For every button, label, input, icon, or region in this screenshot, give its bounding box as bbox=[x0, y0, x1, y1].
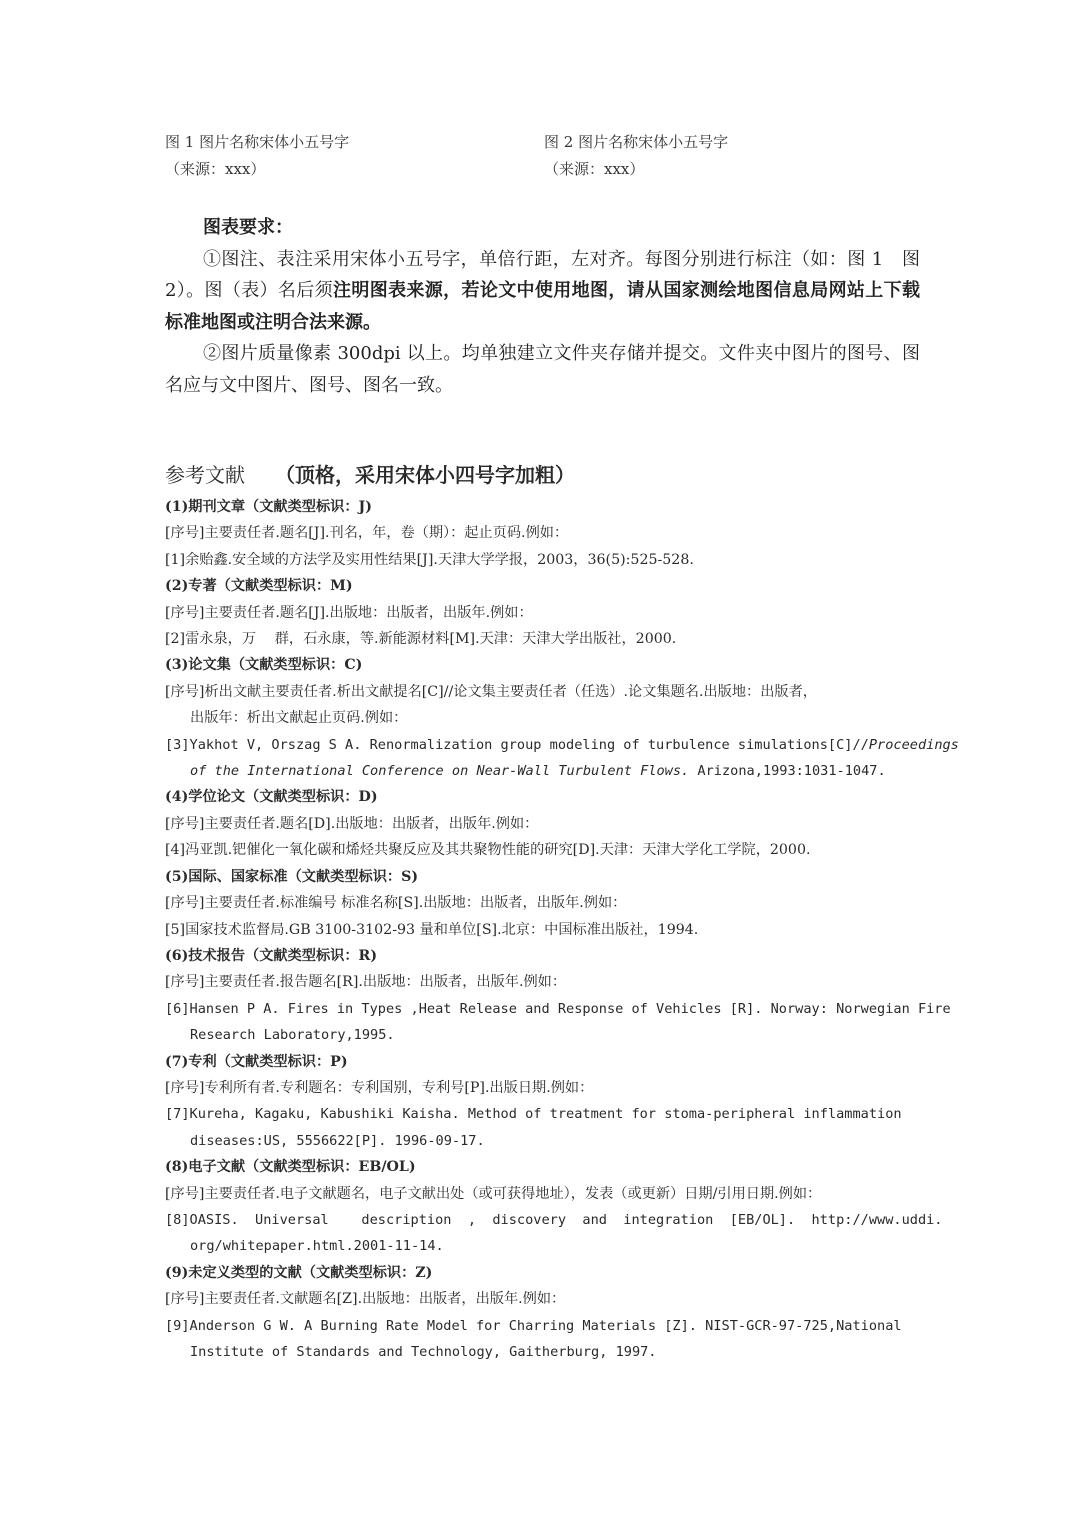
ref-category-report: (6)技术报告（文献类型标识：R) bbox=[165, 947, 378, 964]
ref-format-electronic: [序号]主要责任者.电子文献题名，电子文献出处（或可获得地址），发表（或更新）日期/引用日期.例如： bbox=[165, 1185, 822, 1202]
ref-category-monograph: (2)专著（文献类型标识：M) bbox=[165, 578, 353, 595]
ref-format-report: [序号]主要责任者.报告题名[R].出版地：出版者，出版年.例如： bbox=[165, 974, 567, 991]
requirements-title: 图表要求： bbox=[203, 217, 293, 238]
requirement-1-emphasis: 注明图表来源，若论文中使用地图，请从国家测绘地图信息局网站上下载标准地图或注明合法来源。 bbox=[165, 280, 920, 333]
figure-2-title: 图 2 图片名称宋体小五号字 bbox=[544, 133, 729, 151]
ref-category-patent: (7)专利（文献类型标识：P) bbox=[165, 1053, 348, 1070]
ref-example-other: [9]Anderson G W. A Burning Rate Model for Charring Materials [Z]. NIST-GCR-97-725,National bbox=[165, 1317, 902, 1334]
references-section bbox=[165, 458, 959, 1365]
ref-format-journal: [序号]主要责任者.题名[J].刊名，年，卷（期）：起止页码.例如： bbox=[165, 525, 569, 542]
figure-2-caption bbox=[544, 129, 728, 183]
ref-example-patent: [7]Kureha, Kagaku, Kabushiki Kaisha. Method of treatment for stoma-peripheral inflammation bbox=[165, 1106, 902, 1123]
figure-1-title: 图 1 图片名称宋体小五号字 bbox=[165, 133, 350, 151]
ref-example-monograph: [2]雷永泉，万 群，石永康，等.新能源材料[M].天津：天津大学出版社，2000. bbox=[165, 631, 677, 648]
ref-category-standard: (5)国际、国家标准（文献类型标识：S) bbox=[165, 868, 419, 885]
ref-category-journal: (1)期刊文章（文献类型标识：J) bbox=[165, 499, 372, 515]
ref-category-thesis: (4)学位论文（文献类型标识：D) bbox=[165, 789, 378, 806]
ref-example-proceedings-cont-text: Arizona,1993:1031-1047. bbox=[689, 763, 886, 780]
ref-format-monograph: [序号]主要责任者.题名[J].出版地：出版者，出版年.例如： bbox=[165, 604, 533, 621]
references-title: 参考文献 bbox=[165, 463, 245, 487]
ref-example-thesis: [4]冯亚凯.钯催化一氧化碳和烯烃共聚反应及其共聚物性能的研究[D].天津：天津大学化工学院，2000. bbox=[165, 842, 811, 859]
ref-category-electronic: (8)电子文献（文献类型标识：EB/OL) bbox=[165, 1159, 416, 1176]
ref-format-patent: [序号]专利所有者.专利题名：专利国别，专利号[P].出版日期.例如： bbox=[165, 1079, 594, 1096]
ref-example-proceedings bbox=[165, 732, 959, 758]
figure-1-source: （来源：xxx） bbox=[165, 160, 266, 178]
requirement-2: ②图片质量像素 300dpi 以上。均单独建立文件夹存储并提交。文件夹中图片的图号、图名应与文中图片、图号、图名一致。 bbox=[165, 343, 920, 396]
ref-example-report: [6]Hansen P A. Fires in Types ,Heat Release and Response of Vehicles [R]. Norway: Norwegian Fire bbox=[165, 1000, 951, 1017]
ref-format-other: [序号]主要责任者.文献题名[Z].出版地：出版者，出版年.例如： bbox=[165, 1291, 566, 1308]
requirement-1 bbox=[165, 244, 920, 339]
ref-example-electronic-cont: org/whitepaper.html.2001-11-14. bbox=[190, 1238, 444, 1255]
ref-category-other: (9)未定义类型的文献（文献类型标识：Z) bbox=[165, 1264, 433, 1281]
ref-format-standard: [序号]主要责任者.标准编号 标准名称[S].出版地：出版者，出版年.例如： bbox=[165, 895, 627, 912]
figure-1-caption bbox=[165, 129, 349, 183]
figure-2-source: （来源：xxx） bbox=[544, 160, 645, 178]
ref-example-other-cont: Institute of Standards and Technology, Gaitherburg, 1997. bbox=[190, 1344, 657, 1360]
ref-format-proceedings: [序号]析出文献主要责任者.析出文献提名[C]//论文集主要责任者（任选）.论文集题名.出版地：出版者， bbox=[165, 683, 817, 700]
ref-example-proceedings-cont-italic: of the International Conference on Near-Wall Turbulent Flows. bbox=[190, 763, 690, 780]
references-heading bbox=[165, 458, 925, 492]
references-heading-note: （顶格，采用宋体小四号字加粗） bbox=[275, 463, 575, 487]
ref-category-proceedings: (3)论文集（文献类型标识：C) bbox=[165, 657, 363, 674]
ref-example-standard: [5]国家技术监督局.GB 3100-3102-93 量和单位[S].北京：中国标准出版社，1994. bbox=[165, 921, 699, 938]
ref-format-thesis: [序号]主要责任者.题名[D].出版地：出版者，出版年.例如： bbox=[165, 815, 539, 832]
chart-requirements bbox=[165, 212, 920, 401]
ref-example-journal: [1]余贻鑫.安全域的方法学及实用性结果[J].天津大学学报，2003，36(5):525-528. bbox=[165, 551, 694, 568]
ref-example-proceedings-cont bbox=[165, 758, 925, 784]
ref-example-electronic: [8]OASIS. Universal description , discovery and integration [EB/OL]. http://www.uddi. bbox=[165, 1211, 943, 1228]
ref-example-patent-cont: diseases:US, 5556622[P]. 1996-09-17. bbox=[190, 1132, 485, 1149]
ref-example-proceedings-italic: Proceedings bbox=[868, 736, 959, 753]
ref-example-proceedings-text: [3]Yakhot V, Orszag S A. Renormalization group modeling of turbulence simulations[C]// bbox=[165, 736, 869, 753]
ref-example-report-cont: Research Laboratory,1995. bbox=[190, 1027, 395, 1044]
requirement-1-text: ①图注、表注采用宋体小五号字，单倍行距，左对齐。每图分别进行标注（如：图 1 图 2）。图（表）名后须 bbox=[165, 248, 920, 301]
ref-format-proceedings-cont: 出版年：析出文献起止页码.例如： bbox=[190, 710, 408, 727]
